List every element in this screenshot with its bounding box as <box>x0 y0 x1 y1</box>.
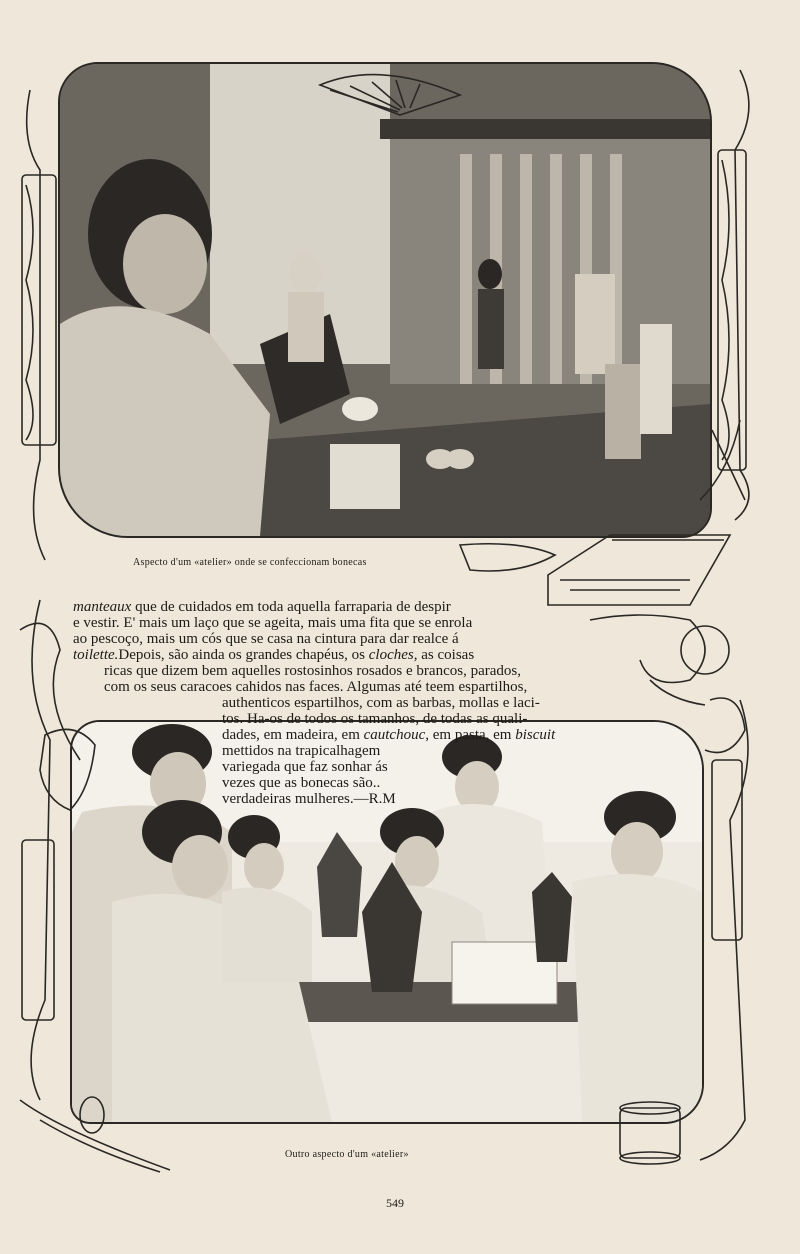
text-line <box>73 647 474 664</box>
text-line <box>222 775 380 792</box>
photo-doll-atelier-image <box>60 64 710 536</box>
caption-bottom-photo: Outro aspecto d'um «atelier» <box>285 1149 409 1160</box>
text-line <box>104 663 521 680</box>
caption-top-photo: Aspecto d'um «atelier» onde se confeccionam bonecas <box>133 557 367 568</box>
italic-run: manteaux <box>73 599 132 615</box>
text-run: authenticos espartilhos, com as barbas, mollas e laci- <box>222 695 540 711</box>
italic-run: cautchouc, <box>363 727 429 743</box>
text-line <box>222 743 380 760</box>
italic-run: toilette. <box>73 647 119 663</box>
text-line <box>222 791 396 808</box>
photo-second-atelier <box>70 720 704 1124</box>
italic-run: biscuit <box>515 727 556 743</box>
text-run: ao pescoço, mais um cós que se casa na cintura para dar realce á <box>73 631 459 647</box>
text-line <box>73 615 472 632</box>
text-line <box>222 695 540 712</box>
text-run: dades, em madeira, em <box>222 727 364 743</box>
text-line <box>222 727 555 744</box>
text-line <box>222 759 388 776</box>
text-line <box>73 599 451 616</box>
text-run: Depois, são ainda os grandes chapéus, os <box>118 647 369 663</box>
text-run: as coisas <box>417 647 475 663</box>
text-run: com os seus caracoes cahidos nas faces. Algumas até teem espartilhos, <box>104 679 528 695</box>
text-line <box>222 711 527 728</box>
text-line <box>104 679 527 696</box>
text-run: mettidos na trapicalhagem <box>222 743 381 759</box>
text-run: que de cuidados em toda aquella farraparia de despir <box>131 599 451 615</box>
italic-run: cloches, <box>368 647 418 663</box>
photo-second-atelier-image <box>72 722 702 1122</box>
text-run: vezes que as bonecas são.. <box>222 775 381 791</box>
photo-doll-atelier <box>58 62 712 538</box>
page-number: 549 <box>386 1196 404 1210</box>
text-run: ricas que dizem bem aquelles rostosinhos rosados e brancos, parados, <box>104 663 521 679</box>
text-run: e vestir. E' mais um laço que se ageita, mais uma fita que se enrola <box>73 615 473 631</box>
text-line <box>73 631 459 648</box>
text-run: verdadeiras mulheres.—R.M <box>222 791 396 807</box>
text-run: em pasta, em <box>429 727 516 743</box>
text-run: variegada que faz sonhar ás <box>222 759 388 775</box>
text-run: tos. Ha-os de todos os tamanhos, de todas as quali- <box>222 711 528 727</box>
